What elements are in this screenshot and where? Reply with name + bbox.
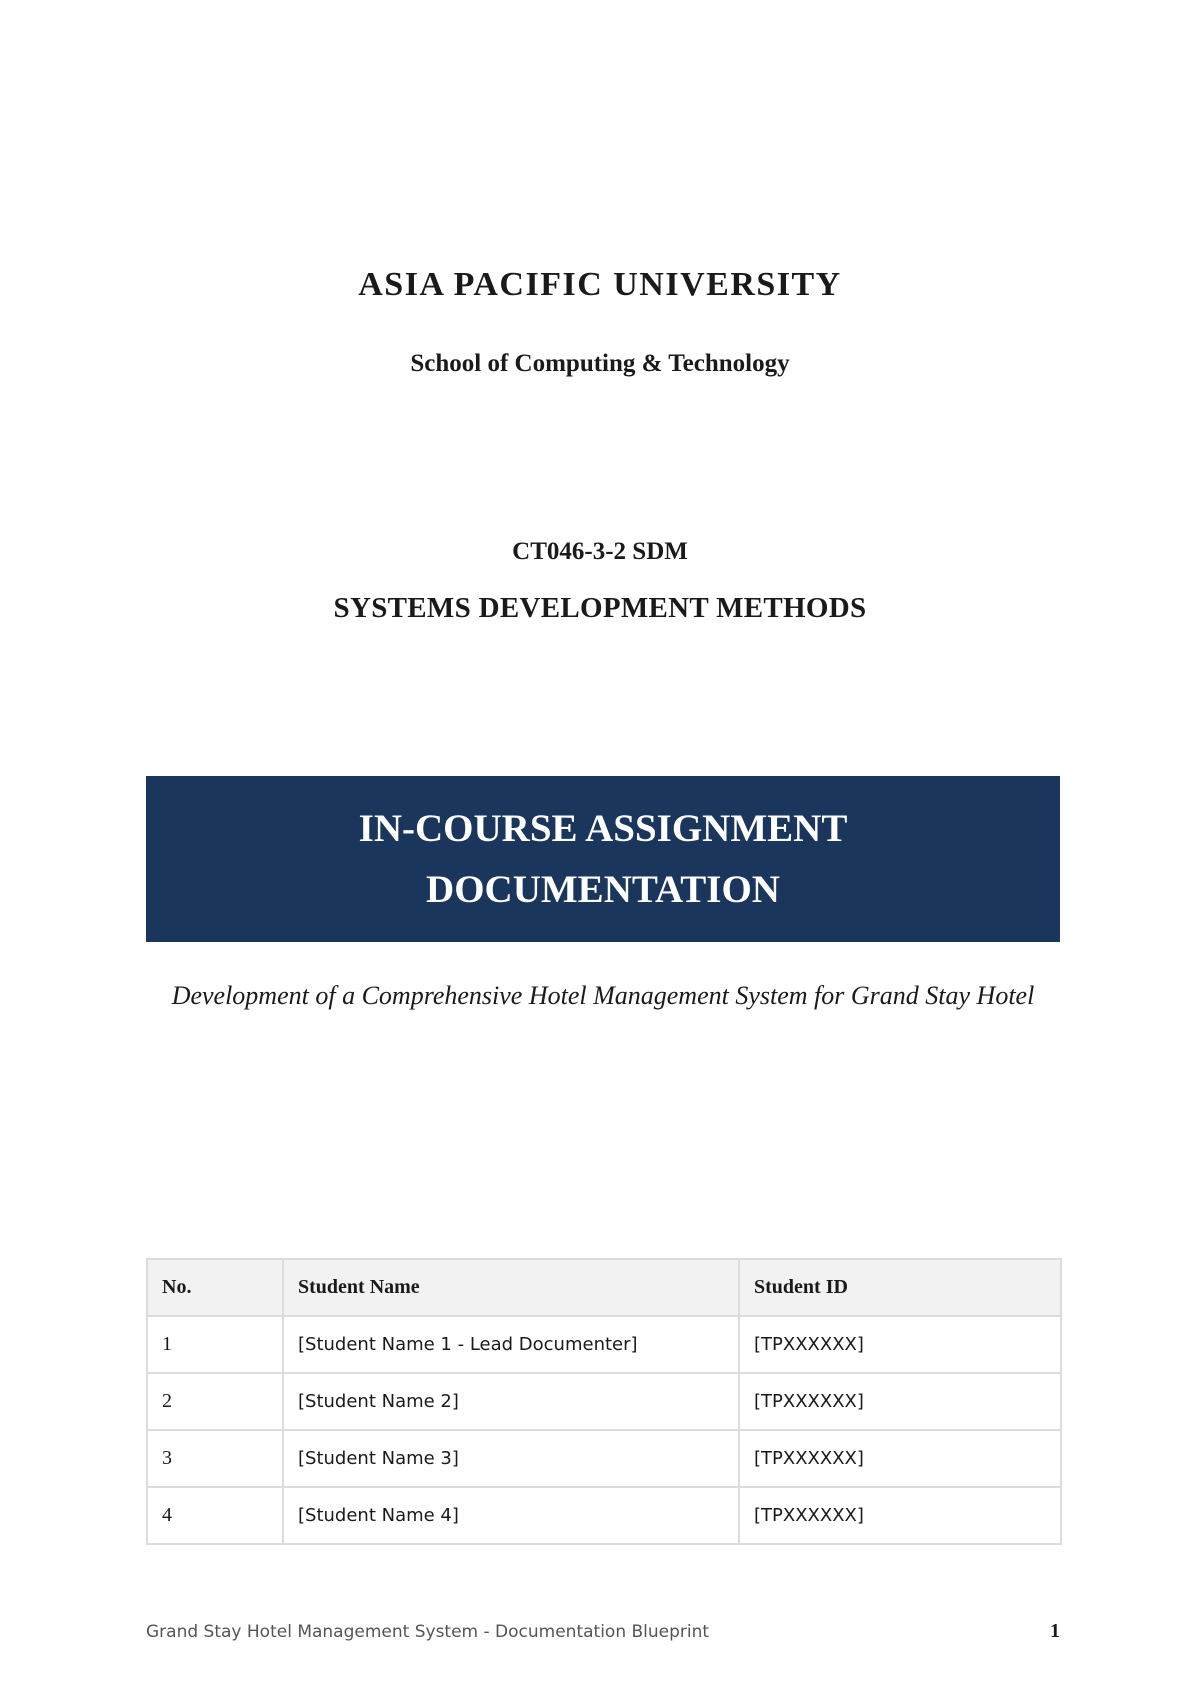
course-name: SYSTEMS DEVELOPMENT METHODS (333, 592, 867, 624)
table-row (147, 1487, 1061, 1544)
student-id: [TPXXXXXX] (739, 1430, 1061, 1487)
table-row (147, 1316, 1061, 1373)
school-name: School of Computing & Technology (410, 350, 790, 377)
student-name: [Student Name 3] (283, 1430, 739, 1487)
row-number: 4 (147, 1487, 283, 1544)
page-number: 1 (1050, 1620, 1060, 1642)
table-row (147, 1430, 1061, 1487)
column-header-student-id: Student ID (739, 1259, 1061, 1316)
column-header-no: No. (147, 1259, 283, 1316)
banner-line-1: IN-COURSE ASSIGNMENT (358, 807, 848, 850)
document-type-banner (146, 776, 1060, 942)
banner-line-2: DOCUMENTATION (426, 868, 780, 911)
row-number: 2 (147, 1373, 283, 1430)
university-name: ASIA PACIFIC UNIVERSITY (358, 266, 842, 303)
table-row (147, 1373, 1061, 1430)
student-id: [TPXXXXXX] (739, 1316, 1061, 1373)
footer-text: Grand Stay Hotel Management System - Documentation Blueprint (146, 1622, 710, 1642)
student-name: [Student Name 1 - Lead Documenter] (283, 1316, 739, 1373)
column-header-student-name: Student Name (283, 1259, 739, 1316)
project-title: Development of a Comprehensive Hotel Management System for Grand Stay Hotel (171, 981, 1035, 1010)
course-code: CT046-3-2 SDM (512, 538, 688, 565)
student-name: [Student Name 4] (283, 1487, 739, 1544)
row-number: 3 (147, 1430, 283, 1487)
student-name: [Student Name 2] (283, 1373, 739, 1430)
student-table (146, 1258, 1062, 1545)
student-id: [TPXXXXXX] (739, 1487, 1061, 1544)
student-id: [TPXXXXXX] (739, 1373, 1061, 1430)
table-header-row (147, 1259, 1061, 1316)
row-number: 1 (147, 1316, 283, 1373)
